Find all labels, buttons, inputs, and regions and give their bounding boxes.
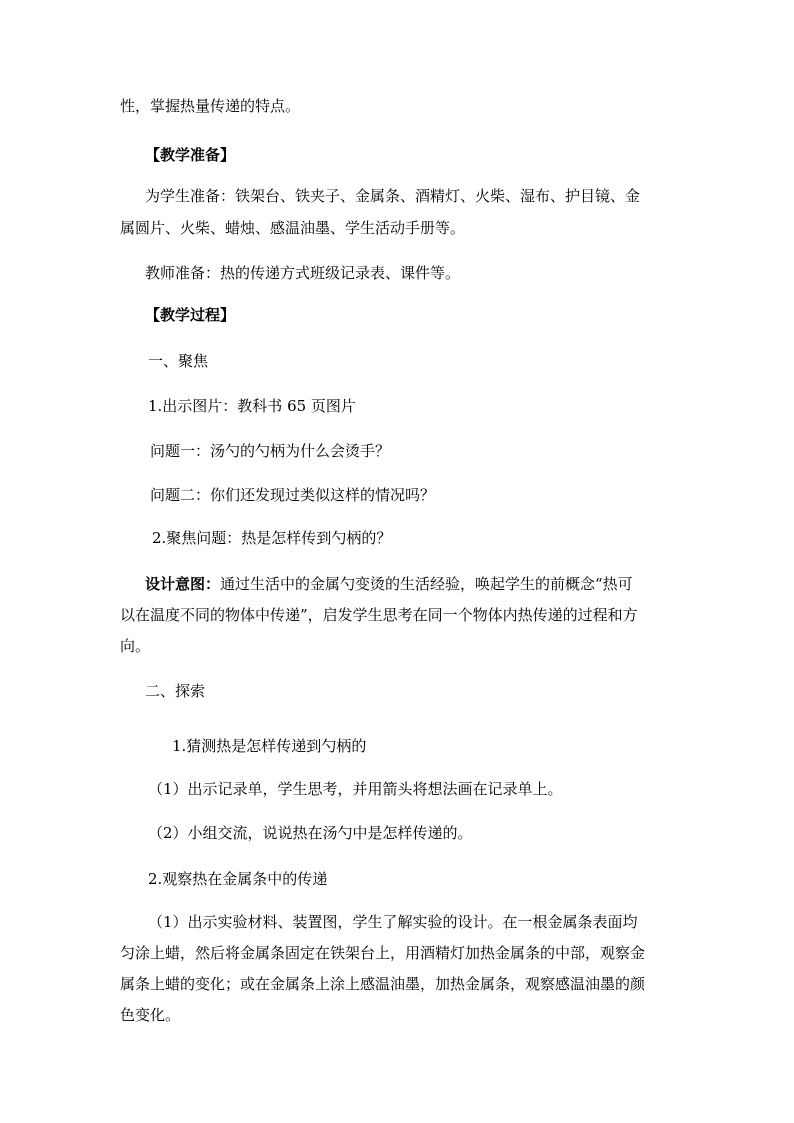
text-line: 属圆片、火柴、蜡烛、感温油墨、学生活动手册等。 <box>120 219 466 237</box>
subsection-heading: 二、探索 <box>145 682 206 700</box>
text-line: 问题二：你们还发现过类似这样的情况吗？ <box>150 486 436 504</box>
text-line: 2.聚焦问题：热是怎样传到勺柄的？ <box>152 529 392 547</box>
section-heading-preparation: 【教学准备】 <box>145 146 236 164</box>
text-line: 2.观察热在金属条中的传递 <box>148 870 328 888</box>
text-line: （1）出示实验材料、装置图，学生了解实验的设计。在一根金属条表面均 <box>148 913 638 931</box>
design-intent-label: 设计意图： <box>145 575 221 593</box>
text-line: （2）小组交流，说说热在汤勺中是怎样传递的。 <box>148 824 473 842</box>
section-heading-process: 【教学过程】 <box>145 306 236 324</box>
text-line: 1.猜测热是怎样传递到勺柄的 <box>172 737 367 755</box>
text-line: 匀涂上蜡，然后将金属条固定在铁架台上，用酒精灯加热金属条的中部，观察金 <box>120 944 646 962</box>
text-line: 属条上蜡的变化；或在金属条上涂上感温油墨，加热金属条，观察感温油墨的颜 <box>120 975 646 993</box>
subsection-heading: 一、聚焦 <box>148 352 209 370</box>
text-line: 1.出示图片：教科书 65 页图片 <box>148 397 356 415</box>
text-line: 向。 <box>120 637 151 655</box>
text-line: 问题一：汤勺的勺柄为什么会烫手？ <box>150 442 391 460</box>
text-line: 色变化。 <box>120 1006 181 1024</box>
text-line: 以在温度不同的物体中传递”，启发学生思考在同一个物体内热传递的过程和方 <box>120 606 638 624</box>
text-line: 为学生准备：铁架台、铁夹子、金属条、酒精灯、火柴、湿布、护目镜、金 <box>145 187 641 205</box>
text-line: 性，掌握热量传递的特点。 <box>120 97 301 115</box>
design-intent-line <box>145 574 633 594</box>
text-line: 教师准备：热的传递方式班级记录表、课件等。 <box>145 264 461 282</box>
text-line: （1）出示记录单，学生思考，并用箭头将想法画在记录单上。 <box>148 780 563 798</box>
design-intent-text: 通过生活中的金属勺变烫的生活经验，唤起学生的前概念“热可 <box>220 575 633 593</box>
